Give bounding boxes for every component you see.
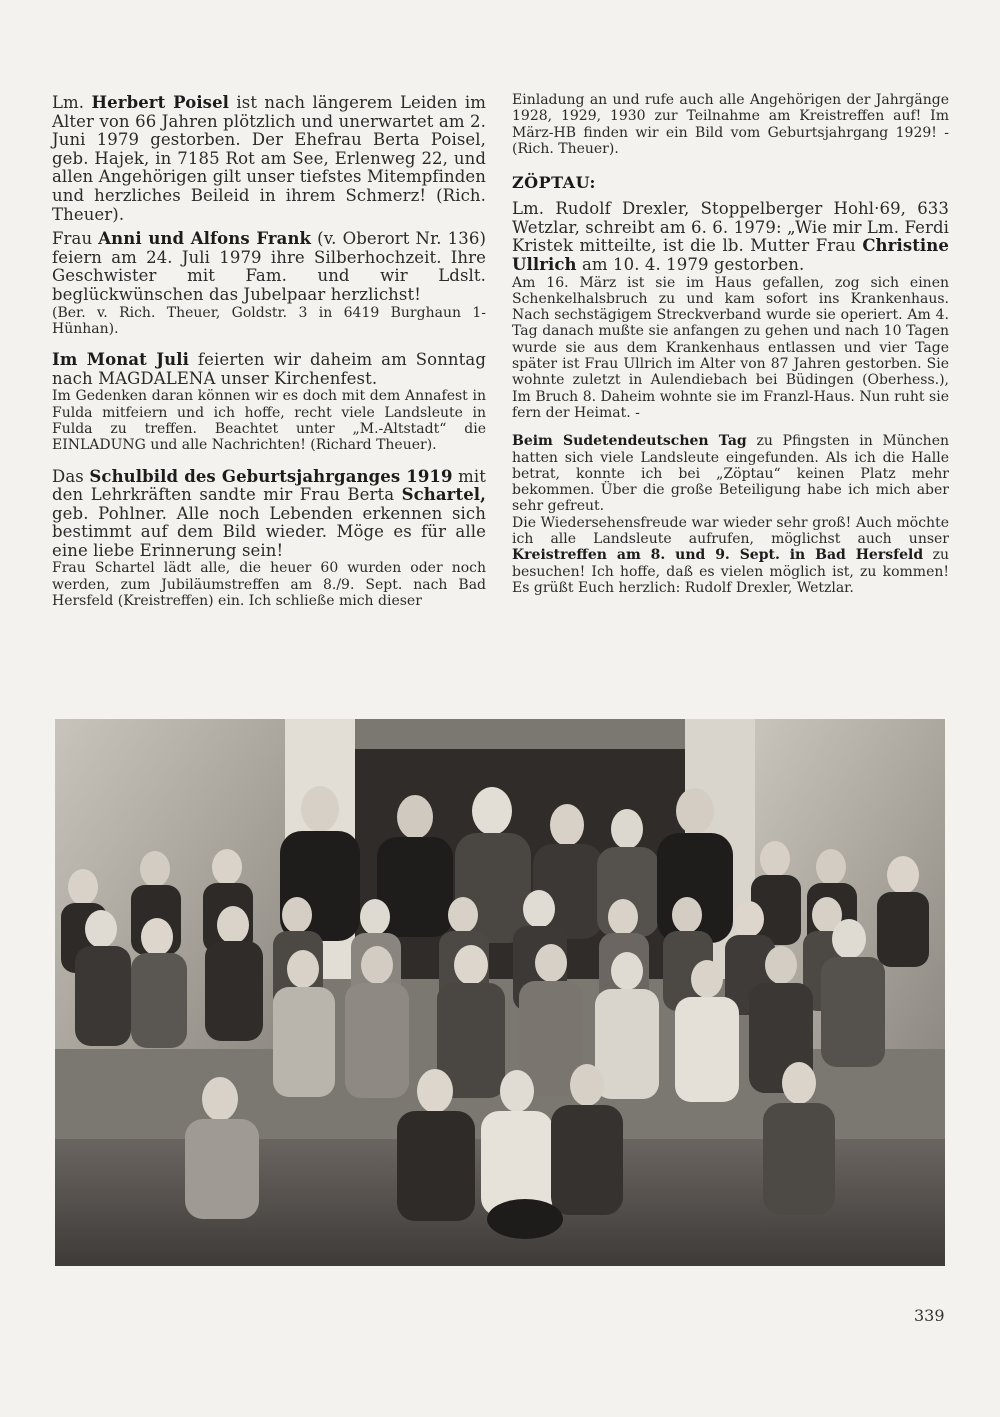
- poisel-obituary: [52, 94, 486, 224]
- schulbild-b: mit den Lehrkräften sandte mir Frau Berta: [52, 466, 487, 505]
- frank-names: Anni und Alfons Frank: [98, 229, 312, 249]
- wiedersehen-a: Die Wiedersehensfreude war wieder sehr groß! Auch möchte ich alle Landsleute aufrufen, möglichst auch unser: [512, 514, 949, 548]
- schulbild-bold: Schulbild des Geburtsjahrganges 1919: [89, 466, 453, 486]
- page-number: 339: [914, 1306, 945, 1325]
- poisel-name: Herbert Poisel: [91, 93, 230, 112]
- schulbild-small: Frau Schartel lädt alle, die heuer 60 wurden oder noch werden, zum Jubiläumstreffen am 8./9. Sept. nach Bad Hersfeld (Kreistreffen) ein. Ich schließe mich dieser: [52, 560, 486, 610]
- juli-bold: Im Monat Juli: [52, 350, 190, 370]
- juli-text: feierten wir daheim am Sonntag nach MAGDALENA unser Kirchenfest.: [52, 350, 486, 388]
- drexler-b: am 10. 4. 1979 gestorben.: [576, 254, 805, 274]
- dog: [487, 1199, 563, 1239]
- einladung-note: Einladung an und rufe auch alle Angehörigen der Jahrgänge 1928, 1929, 1930 zur Teilnahme am Kreistreffen auf! Im März-HB finden wir ein Bild vom Geburtsjahrgang 1929! - (Rich. Theuer).: [512, 92, 949, 157]
- frank-anniversary: [52, 230, 486, 304]
- frank-intro: Frau: [52, 229, 99, 249]
- wiedersehen-b: zu besuchen! Ich hoffe, daß es vielen möglich ist, zu kommen! Es grüßt Euch herzlich: Rudolf Drexler, Wetzlar.: [512, 547, 950, 596]
- schulbild-c: geb. Pohlner. Alle noch Lebenden erkennen sich bestimmt auf dem Bild wieder. Möge es für alle eine liebe Erinnerung sein!: [52, 503, 486, 560]
- school-class-photo: [55, 719, 945, 1266]
- zoeptau-heading: ZÖPTAU:: [512, 173, 596, 193]
- wiedersehen-bold: Kreistreffen am 8. und 9. Sept. in Bad Hersfeld: [512, 547, 924, 564]
- poisel-text: ist nach längerem Leiden im Alter von 66 Jahren plötzlich und unerwartet am 2. Juni 1979 gestorben. Der Ehefrau Berta Poisel, geb. Hajek, in 7185 Rot am See, Erlenweg 22, und allen Angehörigen gilt unser tiefstes Mitempfinden und herzliches Beileid in ihrem Schmerz! (Rich. Theuer).: [52, 93, 486, 224]
- frank-text: (v. Oberort Nr. 136) feiern am 24. Juli 1979 ihre Silberhochzeit. Ihre Geschwister mit Fam. und wir Ldslt. beglückwünschen das Jubelpaar herzlichst!: [52, 229, 487, 304]
- tag-text: zu Pfingsten in München hatten sich viele Landsleute eingefunden. Als ich die Halle betrat, konnte ich bei „Zöptau“ keinen Platz mehr bekommen. Über die große Beteiligung habe ich mich aber sehr gefreut.: [512, 433, 949, 515]
- schulbild-name: Schartel,: [401, 485, 486, 505]
- drexler-small: Am 16. März ist sie im Haus gefallen, zog sich einen Schenkelhalsbruch zu und kam sofort ins Krankenhaus. Nach sechstägigem Streckverband wurde sie operiert. Am 4. Tag danach mußte sie anfangen zu gehen und nach 10 Tagen wurde sie aus dem Krankenhaus entlassen und vier Tage später ist Frau Ullrich im Alter von 87 Jahren gestorben. Sie wohnte zuletzt in Aulendiebach bei Büdingen (Oberhess.), Im Bruch 8. Daheim wohnte sie im Franzl-Haus. Nun ruht sie fern der Heimat. -: [512, 274, 949, 421]
- frank-source: (Ber. v. Rich. Theuer, Goldstr. 3 in 6419 Burghaun 1-Hünhan).: [52, 304, 486, 337]
- poisel-intro: Lm.: [52, 93, 92, 112]
- tag-bold: Beim Sudetendeutschen Tag: [512, 433, 747, 450]
- right-column: [512, 92, 949, 596]
- juli-note: [52, 351, 486, 388]
- schulbild-a: Das: [52, 466, 90, 486]
- drexler-note: [512, 200, 949, 274]
- drexler-name: Christine Ullrich: [512, 236, 949, 274]
- juli-small: Im Gedenken daran können wir es doch mit dem Annafest in Fulda mitfeiern und ich hoffe, recht viele Landsleute in Fulda zu treffen. Beachtet unter „M.-Altstadt“ die EINLADUNG und alle Nachrichten! (Richard Theuer).: [52, 388, 486, 454]
- photo-illustration: [55, 719, 945, 1266]
- drexler-a: Lm. Rudolf Drexler, Stoppelberger Hohl·69, 633 Wetzlar, schreibt am 6. 6. 1979: „Wie mir Lm. Ferdi Kristek mitteilte, ist die lb. Mutter Frau: [512, 199, 949, 256]
- wiedersehen-note: [512, 515, 949, 596]
- left-column: [52, 94, 486, 609]
- sudetendeutscher-tag-note: [512, 433, 949, 514]
- schulbild-note: [52, 468, 486, 561]
